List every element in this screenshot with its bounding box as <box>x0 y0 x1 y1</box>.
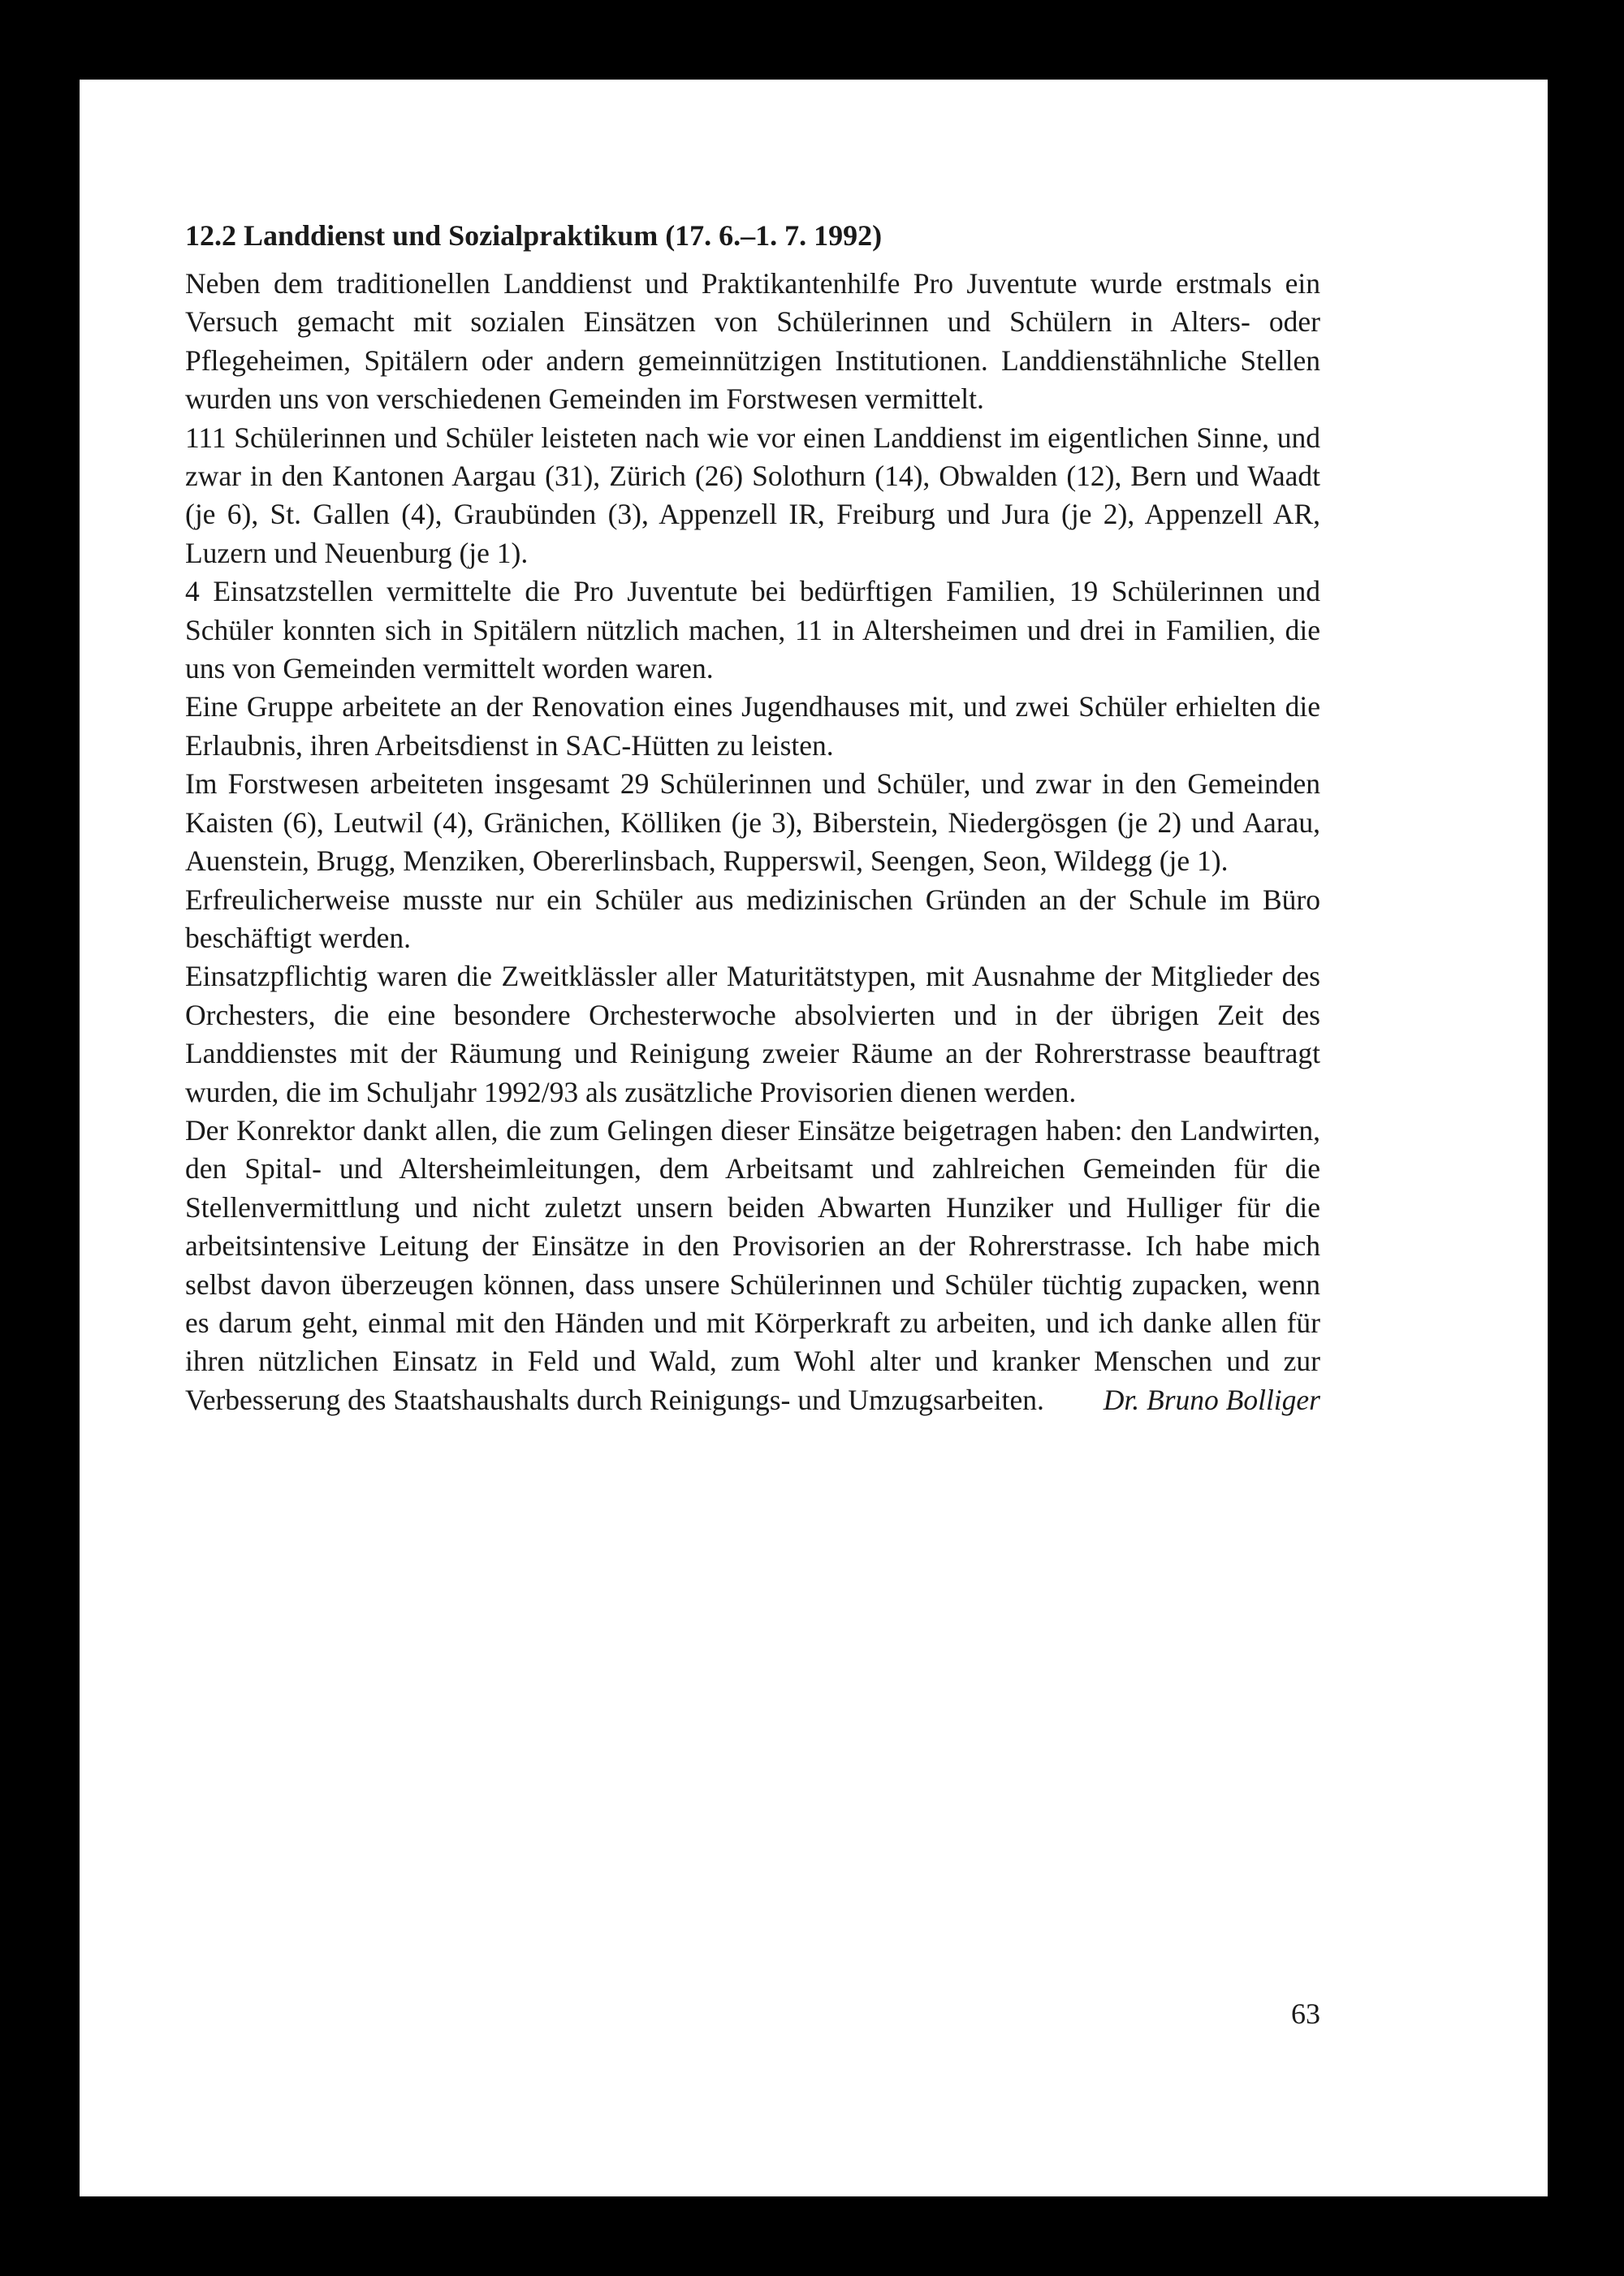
paragraph-3: 4 Einsatzstellen vermittelte die Pro Juventute bei bedürftigen Familien, 19 Schülerinnen und Schüler konnten sich in Spitälern nützlich machen, 11 in Altersheimen und drei in Familien, die uns von Gemeinden vermittelt worden waren. <box>185 575 1320 685</box>
page-number: 63 <box>1291 1997 1320 2030</box>
document-page <box>80 80 1548 2196</box>
section-heading: 12.2 Landdienst und Sozialpraktikum (17. 6.–1. 7. 1992) <box>185 219 883 252</box>
author-signature: Dr. Bruno Bolliger <box>1103 1383 1320 1416</box>
paragraph-8 <box>185 1112 1320 1419</box>
paragraph-8-text: Der Konrektor dankt allen, die zum Gelingen dieser Einsätze beigetragen haben: den Landwirten, den Spital- und Altersheimleitungen, dem Arbeitsamt und zahlreichen Gemeinden für die Stellenvermittlung und nicht zuletzt unsern beiden Abwarten Hunziker und Hulliger für die arbeitsintensive Leitung der Einsätze in den Provisorien an der Rohrerstrasse. Ich habe mich selbst davon überzeugen können, dass unsere Schülerinnen und Schüler tüchtig zupacken, wenn es darum geht, einmal mit den Händen und mit Körperkraft zu arbeiten, und ich danke allen für ihren nützlichen Einsatz in Feld und Wald, zum Wohl alter und kranker Menschen und zur Verbesserung des Staatshaushalts durch Reinigungs- und Umzugsarbeiten. <box>185 1113 1320 1416</box>
paragraph-7: Einsatzpflichtig waren die Zweitklässler aller Maturitätstypen, mit Ausnahme der Mitglieder des Orchesters, die eine besondere Orchesterwoche absolvierten und in der übrigen Zeit des Landdienstes mit der Räumung und Reinigung zweier Räume an der Rohrerstrasse beauftragt wurden, die im Schuljahr 1992/93 als zusätzliche Provisorien dienen werden. <box>185 960 1320 1108</box>
paragraph-5: Im Forstwesen arbeiteten insgesamt 29 Schülerinnen und Schüler, und zwar in den Gemeinden Kaisten (6), Leutwil (4), Gränichen, Kölliken (je 3), Biberstein, Niedergösgen (je 2) und Aarau, Auenstein, Brugg, Menziken, Obererlinsbach, Rupperswil, Seengen, Seon, Wildegg (je 1). <box>185 767 1320 878</box>
page-content <box>185 218 1320 1419</box>
paragraph-4: Eine Gruppe arbeitete an der Renovation eines Jugendhauses mit, und zwei Schüler erhielten die Erlaubnis, ihren Arbeitsdienst in SAC-Hütten zu leisten. <box>185 690 1320 762</box>
paragraph-6: Erfreulicherweise musste nur ein Schüler aus medizinischen Gründen an der Schule im Büro beschäftigt werden. <box>185 883 1320 954</box>
paragraph-2: 111 Schülerinnen und Schüler leisteten nach wie vor einen Landdienst im eigentlichen Sinne, und zwar in den Kantonen Aargau (31), Zürich (26) Solothurn (14), Obwalden (12), Bern und Waadt (je 6), St. Gallen (4), Graubünden (3), Appenzell IR, Freiburg und Jura (je 2), Appenzell AR, Luzern und Neuenburg (je 1). <box>185 421 1320 569</box>
paragraph-1: Neben dem traditionellen Landdienst und Praktikantenhilfe Pro Juventute wurde erstmals ein Versuch gemacht mit sozialen Einsätzen von Schülerinnen und Schülern in Alters- oder Pflegeheimen, Spitälern oder andern gemeinnützigen Institutionen. Landdienstähnliche Stellen wurden uns von verschiedenen Gemeinden im Forstwesen vermittelt. <box>185 267 1320 416</box>
